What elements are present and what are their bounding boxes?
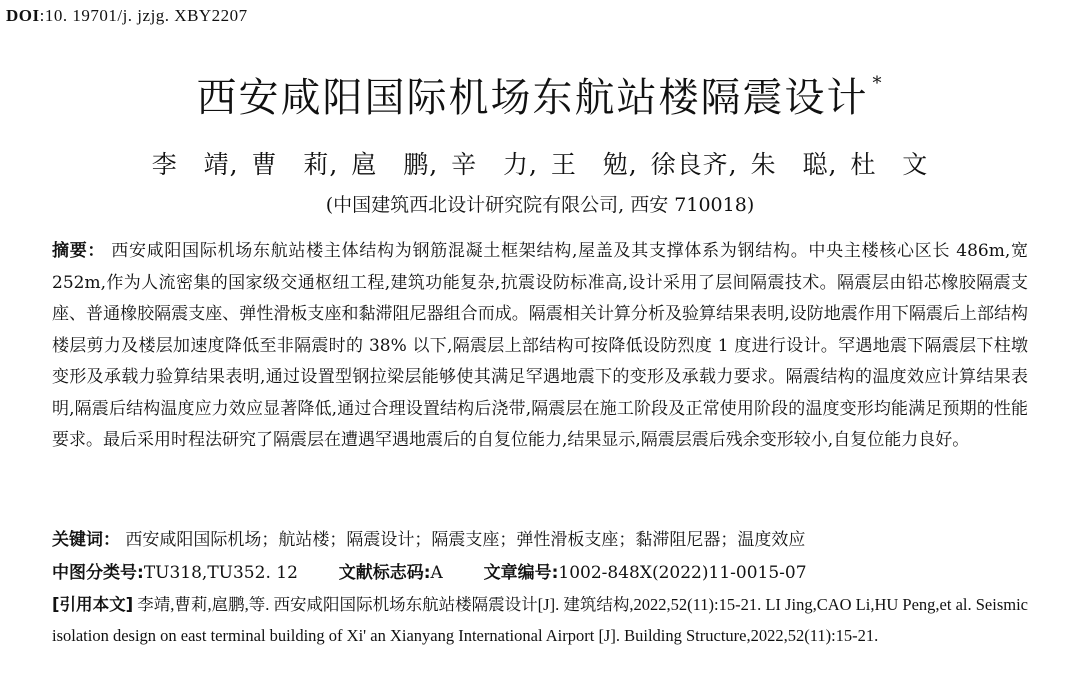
abstract-text: 西安咸阳国际机场东航站楼主体结构为钢筋混凝土框架结构,屋盖及其支撑体系为钢结构。中央主楼核心区长 486m,宽 252m,作为人流密集的国家级交通枢纽工程,建筑功能复杂,抗震设防标准高,设计采用了层间隔震技术。隔震层由铅芯橡胶隔震支座、普通橡胶隔震支座、弹性滑板支座和黏滞阻尼器组合而成。隔震相关计算分析及验算结果表明,设防地震作用下隔震后上部结构楼层剪力及楼层加速度降低至非隔震时的 38% 以下,隔震层上部结构可按降低设防烈度 1 度进行设计。罕遇地震下隔震层下柱墩变形及承载力验算结果表明,通过设置型钢拉梁层能够使其满足罕遇地震下的变形及承载力要求。隔震结构的温度效应计算结果表明,隔震后结构温度应力效应显著降低,通过合理设置结构后浇带,隔震层在施工阶段及正常使用阶段的温度变形均能满足预期的性能要求。最后采用时程法研究了隔震层在遭遇罕遇地震后的自复位能力,结果显示,隔震层震后残余变形较小,自复位能力良好。 xyxy=(52,241,1028,450)
abstract-label: 摘要： xyxy=(52,241,106,261)
doi-value: :10. 19701/j. jzjg. XBY2207 xyxy=(39,6,248,25)
doc-code-label: 文献标志码: xyxy=(338,563,431,583)
doc-code-value: A xyxy=(430,563,443,583)
article-number-label: 文章编号: xyxy=(483,563,559,583)
title-footnote-mark: * xyxy=(872,73,884,94)
doi-label: DOI xyxy=(6,6,40,25)
classification-line xyxy=(52,558,1028,583)
clc-value: TU318,TU352. 12 xyxy=(143,563,298,583)
citation-text: 李靖,曹莉,扈鹏,等. 西安咸阳国际机场东航站楼隔震设计[J]. 建筑结构,2022,52(11):15-21. LI Jing,CAO Li,HU Peng,et al. Seismic isolation design on east terminal building of Xi' an Xianyang International Airport [J]. Building Structure,2022,52(11):15-21. xyxy=(52,595,1028,645)
abstract xyxy=(52,236,1028,457)
citation-label: [引用本文] xyxy=(52,595,134,614)
keywords xyxy=(52,525,1028,550)
paper-title-text: 西安咸阳国际机场东航站楼隔震设计 xyxy=(196,75,869,121)
citation xyxy=(52,589,1028,651)
article-number-value: 1002-848X(2022)11-0015-07 xyxy=(558,563,807,583)
clc-label: 中图分类号: xyxy=(52,563,144,583)
keywords-label: 关键词： xyxy=(52,530,120,550)
doi-line xyxy=(6,6,248,26)
author-list: 李 靖, 曹 莉, 扈 鹏, 辛 力, 王 勉, 徐良齐, 朱 聪, 杜 文 xyxy=(151,150,929,179)
keywords-text: 西安咸阳国际机场；航站楼；隔震设计；隔震支座；弹性滑板支座；黏滞阻尼器；温度效应 xyxy=(125,530,806,550)
paper-title xyxy=(0,66,1080,123)
affiliation: (中国建筑西北设计研究院有限公司, 西安 710018) xyxy=(325,194,755,216)
